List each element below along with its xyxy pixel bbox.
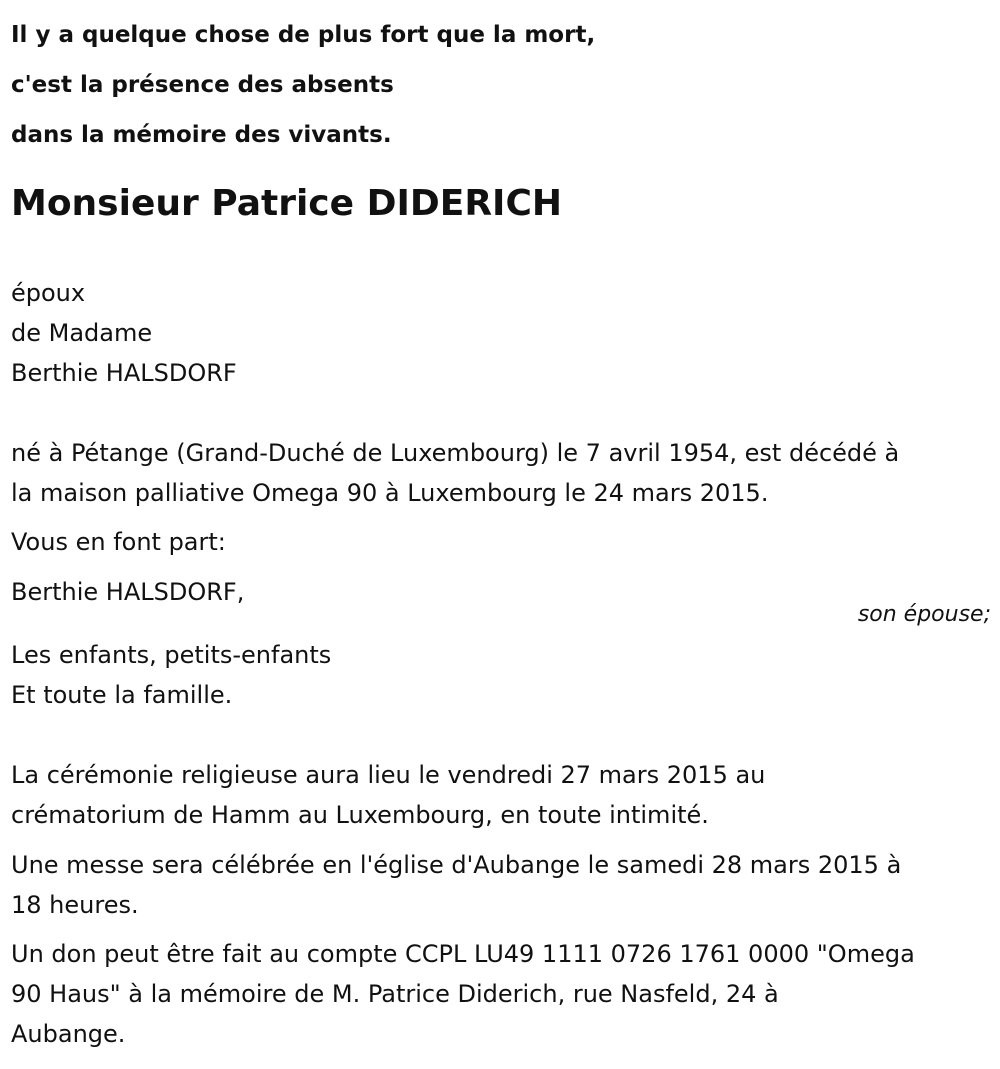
spouse-relation-line-1: époux — [11, 279, 86, 307]
mass-line-1: Une messe sera célébrée en l'église d'Aubange le samedi 28 mars 2015 à — [11, 851, 902, 879]
mass-paragraph — [11, 845, 991, 925]
donation-line-1: Un don peut être fait au compte CCPL LU49 1111 0726 1761 0000 "Omega — [11, 940, 915, 968]
family-spouse-entry — [11, 572, 991, 612]
spouse-relation-block — [11, 273, 991, 393]
ceremony-line-2: crématorium de Hamm au Luxembourg, en toute intimité. — [11, 801, 709, 829]
quote-line-2: c'est la présence des absents — [11, 72, 394, 98]
mass-line-2: 18 heures. — [11, 891, 139, 919]
quote-line-1: Il y a quelque chose de plus fort que la mort, — [11, 22, 596, 48]
family-rest-line: Et toute la famille. — [11, 681, 233, 709]
donation-paragraph — [11, 934, 991, 1054]
deceased-name-heading: Monsieur Patrice DIDERICH — [11, 183, 563, 224]
spouse-relation-line-3: Berthie HALSDORF — [11, 359, 237, 387]
family-children-line: Les enfants, petits-enfants — [11, 641, 332, 669]
spouse-relation-line-2: de Madame — [11, 319, 153, 347]
birth-death-line-2: la maison palliative Omega 90 à Luxembourg le 24 mars 2015. — [11, 479, 769, 507]
announcement-line: Vous en font part: — [11, 528, 226, 556]
quote-line-3: dans la mémoire des vivants. — [11, 122, 392, 148]
announcement-text — [11, 522, 991, 562]
family-others-block — [11, 635, 991, 715]
family-spouse-name: Berthie HALSDORF, — [11, 578, 245, 606]
family-spouse-role: son épouse; — [857, 602, 991, 627]
epigraph-quote — [11, 10, 991, 160]
donation-line-3: Aubange. — [11, 1020, 126, 1048]
birth-death-line-1: né à Pétange (Grand-Duché de Luxembourg) le 7 avril 1954, est décédé à — [11, 439, 900, 467]
birth-death-paragraph — [11, 433, 991, 513]
ceremony-paragraph — [11, 755, 991, 835]
donation-line-2: 90 Haus" à la mémoire de M. Patrice Diderich, rue Nasfeld, 24 à — [11, 980, 779, 1008]
ceremony-line-1: La cérémonie religieuse aura lieu le vendredi 27 mars 2015 au — [11, 761, 766, 789]
